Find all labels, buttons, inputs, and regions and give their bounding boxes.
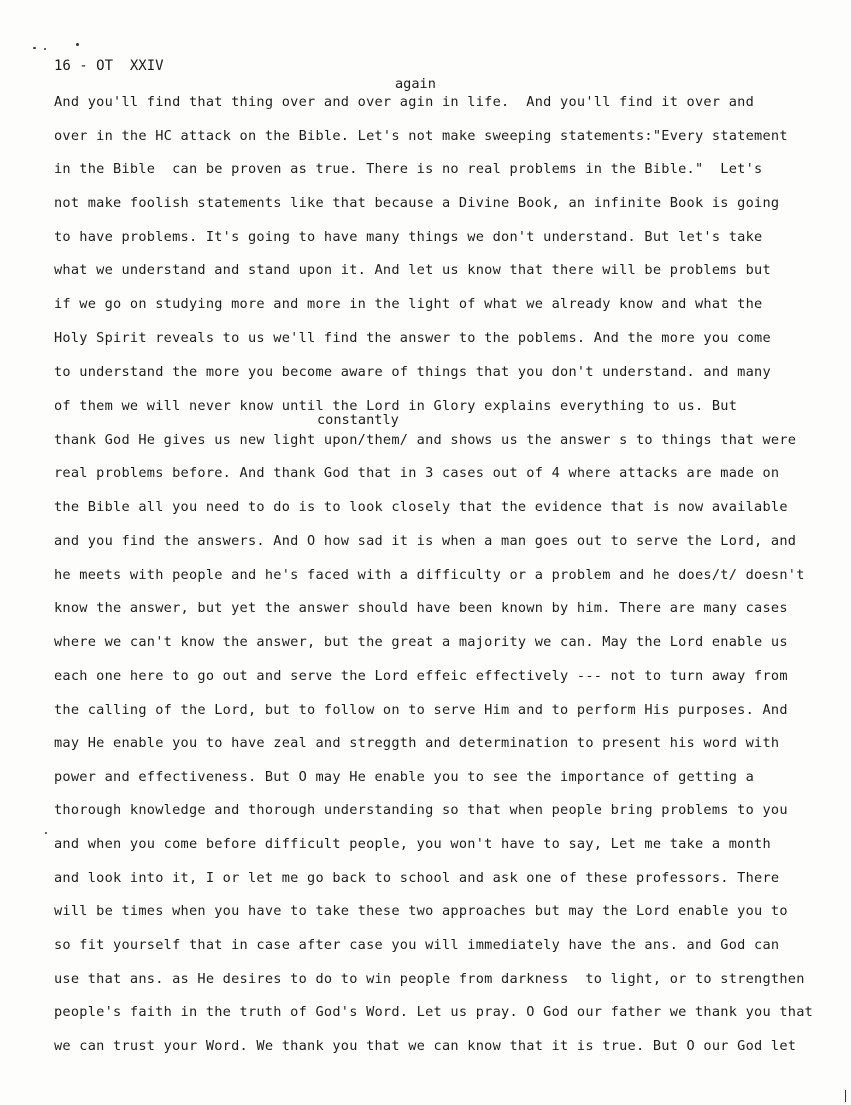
text-line: and when you come before difficult people, you won't have to say, Let me take a month	[54, 836, 771, 852]
text-line: will be times when you have to take these two approaches but may the Lord enable you to	[54, 903, 788, 919]
text-line: people's faith in the truth of God's Word. Let us pray. O God our father we thank you that	[54, 1004, 814, 1020]
text-line: so fit yourself that in case after case you will immediately have the ans. and God can	[54, 937, 780, 953]
interlinear-insert-again: again	[395, 76, 436, 92]
text-line: of them we will never know until the Lord in Glory explains everything to us. But	[54, 398, 738, 414]
text-line: and you find the answers. And O how sad it is when a man goes out to serve the Lord, and	[54, 533, 797, 549]
text-line: to understand the more you become aware of things that you don't understand. and many	[54, 364, 771, 380]
interlinear-insert-constantly: constantly	[317, 412, 399, 428]
text-line: we can trust your Word. We thank you that we can know that it is true. But O our God let	[54, 1038, 797, 1054]
text-line: And you'll find that thing over and over agin in life. And you'll find it over and	[54, 94, 755, 110]
text-line: if we go on studying more and more in the light of what we already know and what the	[54, 296, 763, 312]
text-line: Holy Spirit reveals to us we'll find the answer to the poblems. And the more you come	[54, 330, 771, 346]
text-line: the Bible all you need to do is to look closely that the evidence that is now available	[54, 499, 788, 515]
text-line: thank God He gives us new light upon/them/ and shows us the answer s to things that were	[54, 432, 797, 448]
text-line: over in the HC attack on the Bible. Let's not make sweeping statements:"Every statement	[54, 128, 788, 144]
text-line: power and effectiveness. But O may He enable you to see the importance of getting a	[54, 769, 755, 785]
text-line: what we understand and stand upon it. And let us know that there will be problems but	[54, 262, 771, 278]
text-line: may He enable you to have zeal and streggth and determination to present his word with	[54, 735, 780, 751]
text-line: thorough knowledge and thorough understanding so that when people bring problems to you	[54, 802, 788, 818]
text-line: each one here to go out and serve the Lord effeic effectively --- not to turn away from	[54, 668, 788, 684]
text-line: the calling of the Lord, but to follow on to serve Him and to perform His purposes. And	[54, 702, 788, 718]
text-line: he meets with people and he's faced with a difficulty or a problem and he does/t/ doesn't	[54, 567, 805, 583]
text-line: where we can't know the answer, but the great a majority we can. May the Lord enable us	[54, 634, 788, 650]
text-line: not make foolish statements like that because a Divine Book, an infinite Book is going	[54, 195, 780, 211]
text-line: real problems before. And thank God that in 3 cases out of 4 where attacks are made on	[54, 465, 780, 481]
text-line: use that ans. as He desires to do to win people from darkness to light, or to strengthen	[54, 971, 805, 987]
page-number-header: 16 - OT XXIV	[54, 58, 164, 74]
text-line: to have problems. It's going to have many things we don't understand. But let's take	[54, 229, 763, 245]
text-line: know the answer, but yet the answer should have been known by him. There are many cases	[54, 600, 788, 616]
text-line: in the Bible can be proven as true. There is no real problems in the Bible." Let's	[54, 161, 763, 177]
text-line: and look into it, I or let me go back to school and ask one of these professors. There	[54, 870, 780, 886]
